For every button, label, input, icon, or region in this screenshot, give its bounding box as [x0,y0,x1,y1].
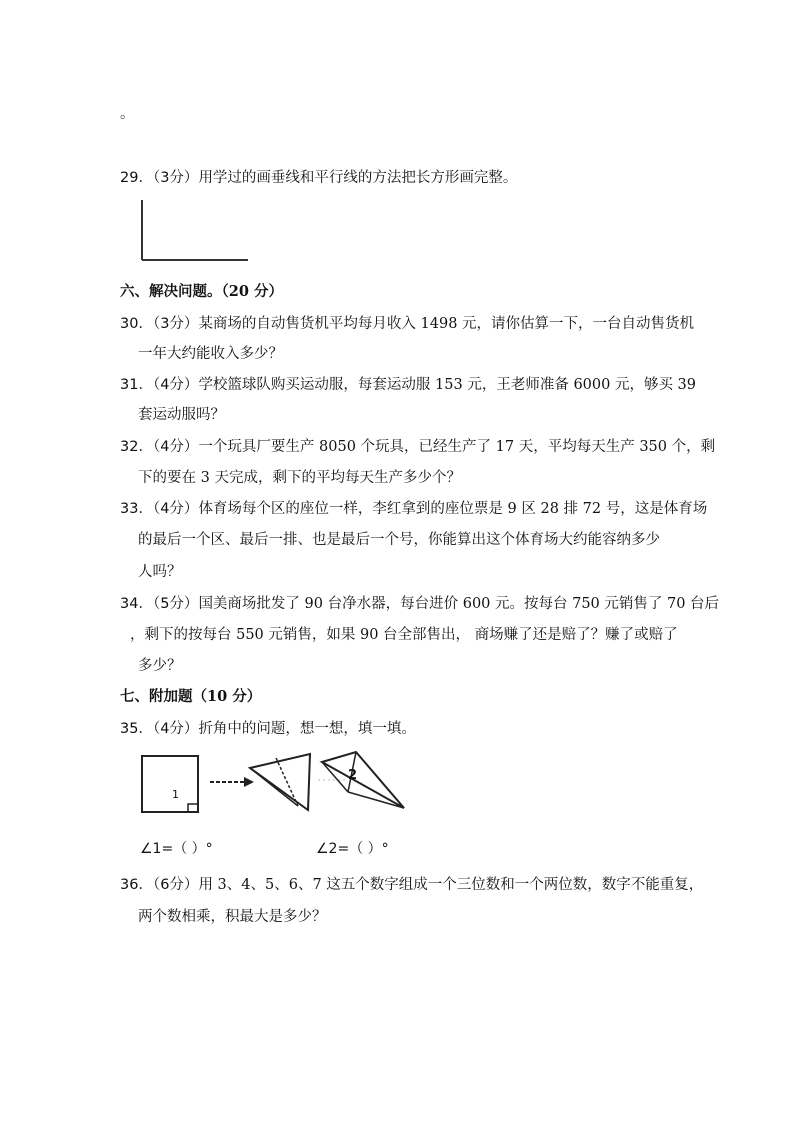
question-34 [120,592,719,613]
question-text-line-1: 某商场的自动售货机平均每月收入 1498 元，请你估算一下，一台自动售货机 [198,316,695,332]
right-angle-mark [188,804,198,812]
angle-1-label: 1 [172,788,179,801]
question-36-line-2: 两个数相乘，积最大是多少？ [138,909,327,925]
question-30-line-2: 一年大约能收入多少？ [138,346,283,362]
question-33 [120,497,707,518]
question-number: 35． [120,721,153,737]
question-text-line-1: 国美商场批发了 90 台净水器，每台进价 600 元。按每台 750 元销售了 70 台后 [198,596,720,612]
section-6-heading [120,280,283,301]
question-34-line-2: ，剩下的按每台 550 元销售，如果 90 台全部售出， 商场赚了还是赔了？赚了或赔了 [130,627,678,643]
section-score: （20 分） [221,283,283,300]
question-number: 30． [120,316,153,332]
section-title: 七、附加题 [120,688,193,705]
question-text-line-1: 一个玩具厂要生产 8050 个玩具，已经生产了 17 天，平均每天生产 350 个，剩 [198,439,716,455]
top-period: 。 [120,106,135,122]
question-number: 31． [120,377,153,393]
folded-shape-1 [250,754,310,810]
question-number: 29． [120,170,153,186]
question-number: 33． [120,501,153,517]
question-32 [120,435,715,456]
angle-2-label: 2 [348,768,358,783]
question-number: 32． [120,439,153,455]
question-number: 36． [120,877,153,893]
question-33-line-3: 人吗？ [138,564,182,580]
question-score: （3分） [152,170,199,186]
question-score: （5分） [152,596,199,612]
question-29 [120,166,517,187]
question-31 [120,373,696,394]
question-number: 34． [120,596,153,612]
fold-dash-1 [276,758,298,806]
question-36 [120,873,703,894]
question-33-line-2: 的最后一个区、最后一排、也是最后一个号，你能算出这个体育场大约能容纳多少 [138,532,660,548]
question-score: （4分） [152,501,199,517]
question-34-line-3: 多少？ [138,658,182,674]
fold-line-2a [322,762,348,792]
question-score: （4分） [152,439,199,455]
answer-angle-2: ∠2=（ ）° [316,841,389,857]
section-7-heading [120,685,261,706]
question-35 [120,717,416,738]
question-text: 用学过的画垂线和平行线的方法把长方形画完整。 [198,170,518,186]
section-title: 六、解决问题。 [120,283,222,300]
question-score: （6分） [152,877,199,893]
question-text: 折角中的问题，想一想，填一填。 [198,721,416,737]
answer-angle-1: ∠1=（ ）° [140,841,213,857]
rectangle-corner-figure [136,196,256,268]
question-text-line-1: 用 3、4、5、6、7 这五个数字组成一个三位数和一个两位数，数字不能重复， [198,877,704,893]
folding-figure [138,748,428,818]
question-text-line-1: 体育场每个区的座位一样，李红拿到的座位票是 9 区 28 排 72 号，这是体育场 [198,501,708,517]
question-32-line-2: 下的要在 3 天完成，剩下的平均每天生产多少个？ [138,470,461,486]
fold-line-2b [348,792,404,808]
section-score: （10 分） [192,688,262,705]
question-text-line-1: 学校篮球队购买运动服，每套运动服 153 元，王老师准备 6000 元，够买 39 [198,377,697,393]
question-31-line-2: 套运动服吗？ [138,407,225,423]
question-score: （3分） [152,316,199,332]
arrow-head-icon [244,777,254,787]
fold-line-1 [250,768,298,806]
question-score: （4分） [152,721,199,737]
question-30 [120,312,694,333]
question-score: （4分） [152,377,199,393]
